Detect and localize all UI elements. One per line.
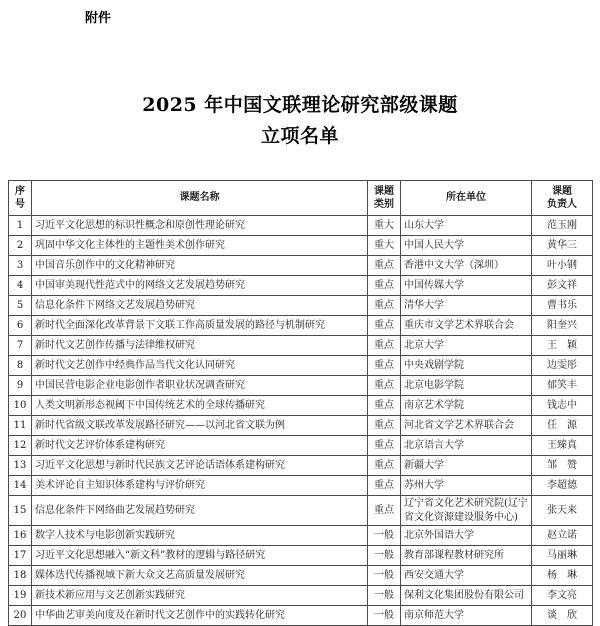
- cell-name: 中国音乐创作中的文化精神研究: [32, 256, 368, 276]
- table-row: [9, 336, 593, 356]
- cell-unit: 山东大学: [401, 216, 532, 236]
- cell-unit: 重庆市文学艺术界联合会: [401, 316, 532, 336]
- table-row: [9, 566, 593, 586]
- cell-leader: 邹 赞: [532, 456, 593, 476]
- cell-category: 重点: [368, 416, 401, 436]
- cell-name: 中国民营电影企业电影创作者职业状况调查研究: [32, 376, 368, 396]
- cell-category: 重点: [368, 296, 401, 316]
- table-row: [9, 356, 593, 376]
- cell-leader: 黄华三: [532, 236, 593, 256]
- cell-category: 重点: [368, 336, 401, 356]
- cell-name: 数字人技术与电影创新实践研究: [32, 526, 368, 546]
- cell-no: 1: [9, 216, 32, 236]
- cell-leader: 谈 欣: [532, 606, 593, 626]
- cell-name: 巩固中华文化主体性的主题性美术创作研究: [32, 236, 368, 256]
- cell-name: 美术评论自主知识体系建构与评价研究: [32, 476, 368, 496]
- projects-table: [8, 180, 593, 626]
- table-row: [9, 396, 593, 416]
- cell-no: 7: [9, 336, 32, 356]
- cell-category: 一般: [368, 526, 401, 546]
- cell-leader: 叶小钢: [532, 256, 593, 276]
- cell-category: 重点: [368, 316, 401, 336]
- cell-unit: 教育部课程教材研究所: [401, 546, 532, 566]
- cell-leader: 钱志中: [532, 396, 593, 416]
- cell-no: 12: [9, 436, 32, 456]
- cell-category: 一般: [368, 546, 401, 566]
- header-leader-line1: 课题: [552, 185, 572, 197]
- header-no-line2: 号: [15, 199, 25, 210]
- header-leader-line2: 负责人: [547, 199, 577, 210]
- cell-category: 重点: [368, 396, 401, 416]
- cell-no: 6: [9, 316, 32, 336]
- cell-leader: 李文亮: [532, 586, 593, 606]
- attachment-label: 附件: [85, 10, 112, 25]
- cell-no: 17: [9, 546, 32, 566]
- cell-name: 习近平文化思想与新时代民族文艺评论话语体系建构研究: [32, 456, 368, 476]
- cell-leader: 杨 琳: [532, 566, 593, 586]
- cell-name: 新时代文艺创作中经典作品当代文化认同研究: [32, 356, 368, 376]
- document-title-line1: 2025 年中国文联理论研究部级课题: [142, 94, 458, 116]
- table-header: [9, 181, 593, 216]
- cell-unit: 辽宁省文化艺术研究院(辽宁省文化资源建设服务中心): [401, 496, 532, 526]
- table-row: [9, 526, 593, 546]
- cell-unit: 保利文化集团股份有限公司: [401, 586, 532, 606]
- cell-name: 新时代文艺创作传播与法律维权研究: [32, 336, 368, 356]
- cell-category: 重点: [368, 376, 401, 396]
- cell-unit: 新疆大学: [401, 456, 532, 476]
- table-row: [9, 416, 593, 436]
- cell-category: 重大: [368, 236, 401, 256]
- cell-unit: 河北省文学艺术界联合会: [401, 416, 532, 436]
- cell-unit: 北京大学: [401, 336, 532, 356]
- cell-no: 15: [9, 496, 32, 526]
- cell-leader: 曹书乐: [532, 296, 593, 316]
- cell-no: 4: [9, 276, 32, 296]
- cell-leader: 阳奎兴: [532, 316, 593, 336]
- cell-name: 中国审美现代性范式中的网络文艺发展趋势研究: [32, 276, 368, 296]
- cell-category: 重点: [368, 256, 401, 276]
- cell-no: 5: [9, 296, 32, 316]
- cell-no: 13: [9, 456, 32, 476]
- cell-unit: 中央戏剧学院: [401, 356, 532, 376]
- cell-unit: 西安交通大学: [401, 566, 532, 586]
- cell-no: 20: [9, 606, 32, 626]
- cell-no: 2: [9, 236, 32, 256]
- cell-leader: 张天来: [532, 496, 593, 526]
- cell-category: 重大: [368, 216, 401, 236]
- cell-no: 10: [9, 396, 32, 416]
- cell-category: 重点: [368, 476, 401, 496]
- table-row: [9, 496, 593, 526]
- cell-category: 重点: [368, 276, 401, 296]
- table-row: [9, 476, 593, 496]
- cell-category: 一般: [368, 566, 401, 586]
- cell-unit: 南京师范大学: [401, 606, 532, 626]
- cell-unit: 中国人民大学: [401, 236, 532, 256]
- cell-name: 人类文明新形态视阈下中国传统艺术的全球传播研究: [32, 396, 368, 416]
- cell-leader: 任 源: [532, 416, 593, 436]
- cell-no: 19: [9, 586, 32, 606]
- cell-no: 9: [9, 376, 32, 396]
- table-row: [9, 546, 593, 566]
- cell-no: 16: [9, 526, 32, 546]
- table-row: [9, 216, 593, 236]
- table-row: [9, 296, 593, 316]
- cell-leader: 赵立诺: [532, 526, 593, 546]
- cell-leader: 范玉刚: [532, 216, 593, 236]
- cell-unit: 苏州大学: [401, 476, 532, 496]
- cell-no: 3: [9, 256, 32, 276]
- header-leader: [532, 181, 593, 216]
- table-row: [9, 276, 593, 296]
- header-category-line2: 类别: [374, 199, 394, 210]
- cell-unit: 北京电影学院: [401, 376, 532, 396]
- cell-leader: 李超德: [532, 476, 593, 496]
- header-name: 课题名称: [32, 181, 368, 216]
- cell-no: 14: [9, 476, 32, 496]
- table-row: [9, 436, 593, 456]
- cell-leader: 王 颖: [532, 336, 593, 356]
- table-row: [9, 256, 593, 276]
- cell-leader: 彭文祥: [532, 276, 593, 296]
- table-body: [9, 216, 593, 626]
- cell-category: 重点: [368, 456, 401, 476]
- cell-category: 重点: [368, 436, 401, 456]
- table-row: [9, 236, 593, 256]
- table-row: [9, 456, 593, 476]
- cell-name: 新时代文艺评价体系建构研究: [32, 436, 368, 456]
- cell-name: 新时代全面深化改革背景下文联工作高质量发展的路径与机制研究: [32, 316, 368, 336]
- cell-name: 信息化条件下网络曲艺发展趋势研究: [32, 496, 368, 526]
- cell-category: 重点: [368, 496, 401, 526]
- table-row: [9, 606, 593, 626]
- cell-category: 一般: [368, 606, 401, 626]
- cell-leader: 郁笑丰: [532, 376, 593, 396]
- header-category: [368, 181, 401, 216]
- cell-name: 媒体迭代传播视域下新大众文艺高质量发展研究: [32, 566, 368, 586]
- cell-name: 新时代省级文联改革发展路径研究——以河北省文联为例: [32, 416, 368, 436]
- table-row: [9, 586, 593, 606]
- cell-unit: 北京外国语大学: [401, 526, 532, 546]
- cell-name: 习近平文化思想融入“新文科”教材的逻辑与路径研究: [32, 546, 368, 566]
- header-unit: 所在单位: [401, 181, 532, 216]
- header-category-line1: 课题: [374, 185, 394, 197]
- cell-no: 11: [9, 416, 32, 436]
- cell-name: 新技术新应用与文艺创新实践研究: [32, 586, 368, 606]
- cell-unit: 中国传媒大学: [401, 276, 532, 296]
- table-row: [9, 376, 593, 396]
- header-no-line1: 序: [15, 185, 25, 197]
- document-title: [0, 90, 600, 152]
- cell-unit: 南京艺术学院: [401, 396, 532, 416]
- header-no: [9, 181, 32, 216]
- cell-unit: 香港中文大学（深圳）: [401, 256, 532, 276]
- document-title-line2: 立项名单: [260, 125, 339, 147]
- table-header-row: [9, 181, 593, 216]
- cell-leader: 王臻真: [532, 436, 593, 456]
- cell-unit: 清华大学: [401, 296, 532, 316]
- cell-category: 一般: [368, 586, 401, 606]
- cell-unit: 北京语言大学: [401, 436, 532, 456]
- cell-name: 信息化条件下网络文艺发展趋势研究: [32, 296, 368, 316]
- cell-name: 中华曲艺审美向度及在新时代文艺创作中的实践转化研究: [32, 606, 368, 626]
- cell-leader: 边雯彤: [532, 356, 593, 376]
- cell-no: 18: [9, 566, 32, 586]
- cell-name: 习近平文化思想的标识性概念和原创性理论研究: [32, 216, 368, 236]
- cell-no: 8: [9, 356, 32, 376]
- table-row: [9, 316, 593, 336]
- cell-leader: 马丽琳: [532, 546, 593, 566]
- cell-category: 重点: [368, 356, 401, 376]
